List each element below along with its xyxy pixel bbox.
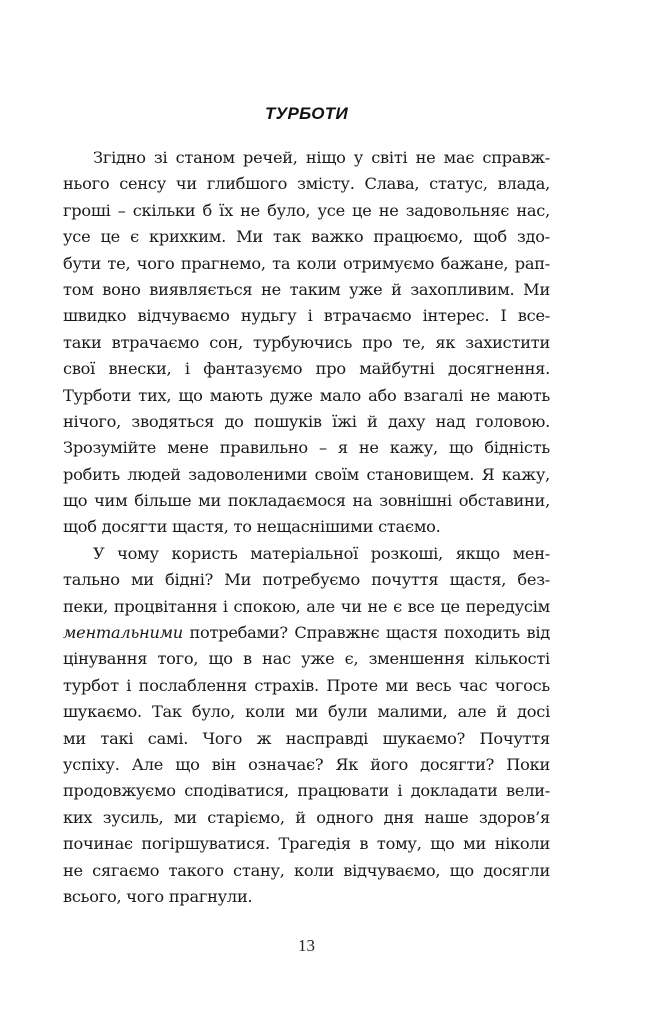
text-line-with-italic — [63, 620, 550, 646]
text-line: нього сенсу чи глибшого змісту. Слава, статус, влада, — [63, 174, 550, 194]
text-line: ких зусиль, ми старіємо, й одного дня наше здоров’я — [63, 807, 550, 827]
body-text — [63, 145, 550, 910]
text-line: Турботи тих, що мають дуже мало або взагалі не мають — [63, 385, 550, 405]
text-line: тально ми бідні? Ми потребуємо почуття щастя, без- — [63, 570, 550, 590]
text-line: усе це є крихким. Ми так важко працюємо, щоб здо- — [63, 227, 550, 247]
text-line: таки втрачаємо сон, турбуючись про те, як захистити — [63, 332, 550, 352]
chapter-title: ТУРБОТИ — [265, 104, 348, 123]
book-page — [63, 0, 550, 1024]
text-line: ми такі самі. Чого ж насправді шукаємо? Почуття — [63, 728, 550, 748]
text-line: успіху. Але що він означає? Як його досягти? Поки — [63, 754, 550, 774]
text-line: щоб досягти щастя, то нещаснішими стаємо. — [63, 517, 441, 537]
text-line: том воно виявляється не таким уже й захопливим. Ми — [63, 279, 550, 299]
text-line: гроші – скільки б їх не було, усе це не задовольняє нас, — [63, 200, 550, 220]
text-line: свої внески, і фантазуємо про майбутні досягнення. — [63, 359, 550, 379]
paragraph-2 — [63, 541, 550, 910]
text-line: бути те, чого прагнемо, та коли отримуємо бажане, рап- — [63, 253, 550, 273]
text-line: продовжуємо сподіватися, працювати і докладати вели- — [63, 781, 550, 801]
italic-emphasis: ментальними — [63, 623, 183, 643]
text-line: шукаємо. Так було, коли ми були малими, але й досі — [63, 702, 550, 722]
text-line: що чим більше ми покладаємося на зовнішні обставини, — [63, 491, 550, 511]
text-line: робить людей задоволеними своїм становищем. Я кажу, — [63, 464, 550, 484]
page-number: 13 — [298, 936, 315, 955]
text-fragment: потребами? Справжнє щастя походить від — [182, 623, 550, 643]
text-line: не сягаємо такого стану, коли відчуваємо, що досягли — [63, 860, 550, 880]
text-line: цінування того, що в нас уже є, зменшення кількості — [63, 649, 550, 669]
text-line: всього, чого прагнули. — [63, 886, 253, 906]
text-line: Згідно зі станом речей, ніщо у світі не має справж- — [93, 148, 550, 167]
text-line: починає погіршуватися. Трагедія в тому, що ми ніколи — [63, 834, 550, 854]
paragraph-1 — [63, 145, 550, 541]
text-line: У чому користь матеріальної розкоші, якщо мен- — [93, 543, 550, 563]
text-line: Зрозумійте мене правильно – я не кажу, що бідність — [63, 438, 550, 458]
text-line: турбот і послаблення страхів. Проте ми весь час чогось — [63, 675, 550, 695]
text-line: швидко відчуваємо нудьгу і втрачаємо інтерес. І все- — [63, 306, 550, 326]
text-line: пеки, процвітання і спокою, але чи не є все це передусім — [63, 596, 550, 616]
text-line: нічого, зводяться до пошуків їжі й даху над головою. — [63, 411, 550, 431]
